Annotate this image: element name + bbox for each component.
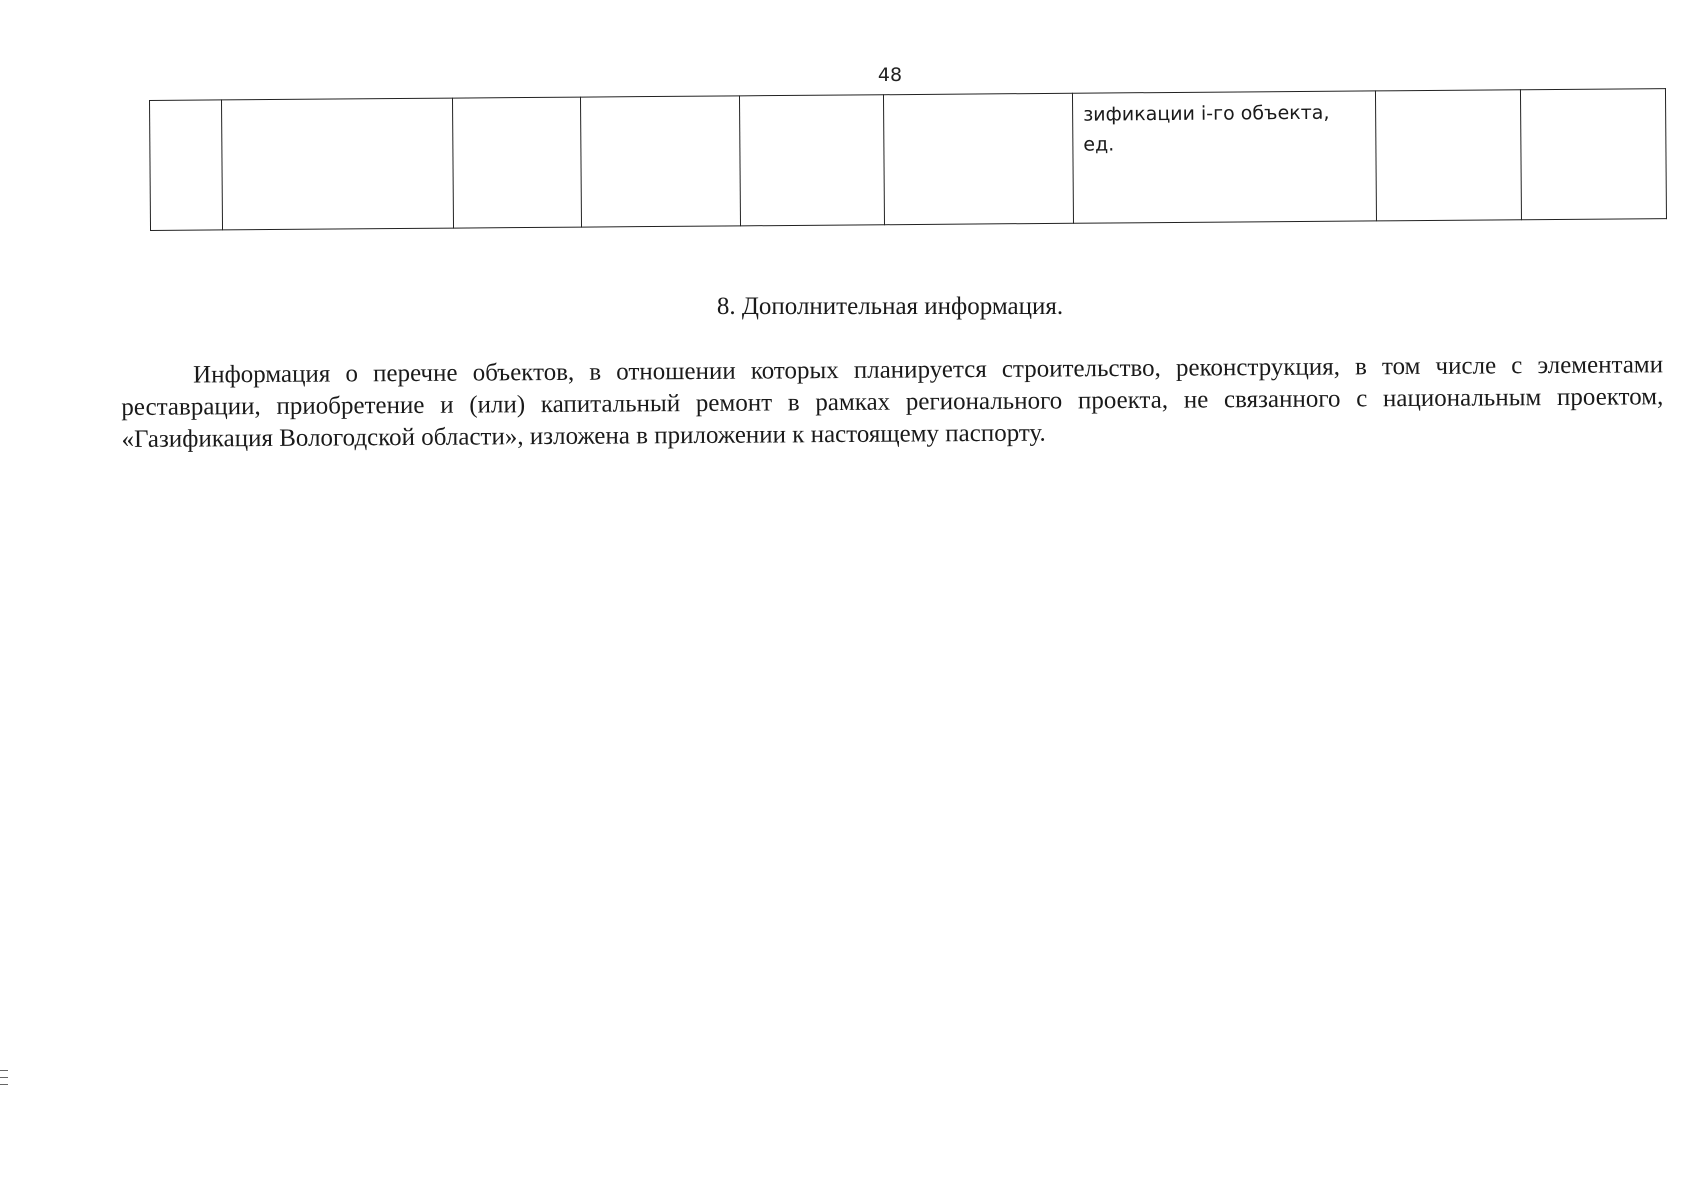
- body-paragraph: Информация о перечне объектов, в отношении которых планируется строительство, реконструкция, в том числе с элементами реставрации, приобретение и (или) капитальный ремонт в рамках регионального проекта, не связанного с национальным проектом, «Газификация Вологодской области», изложена в приложении к настоящему паспорту.: [121, 351, 1664, 453]
- scan-mark: [0, 1070, 8, 1071]
- table-fragment: [149, 88, 1667, 231]
- table-cell-4: [580, 96, 740, 227]
- table-cell-7: зификации i-го объекта, ед.: [1072, 91, 1376, 223]
- table-cell-9: [1520, 89, 1666, 220]
- table-cell-1: [150, 100, 223, 231]
- scan-mark: [0, 1077, 8, 1078]
- section-title: 8. Дополнительная информация.: [716, 293, 1064, 320]
- table-row: [150, 89, 1667, 231]
- table-cell-5: [739, 95, 884, 226]
- table-cell-8: [1375, 90, 1521, 221]
- table-cell-2: [222, 98, 454, 230]
- page-number: 48: [877, 64, 903, 86]
- scan-edge-marks: [0, 1070, 8, 1098]
- table-cell-3: [452, 97, 581, 228]
- table-cell-6: [883, 93, 1073, 224]
- scan-mark: [0, 1084, 8, 1085]
